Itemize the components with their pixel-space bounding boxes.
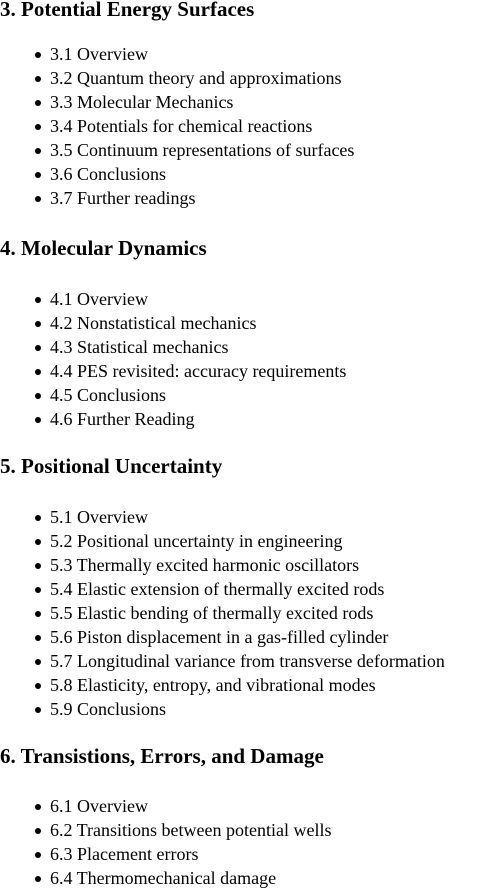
section-transitions-errors-damage [0,744,489,890]
toc-link[interactable]: 4.1 Overview [50,289,148,309]
bullet-icon [35,852,41,858]
toc-link[interactable]: 5.5 Elastic bending of thermally excited rods [50,603,374,623]
bullet-icon [35,321,41,327]
section-toc-list [0,794,489,890]
toc-item [0,359,489,383]
bullet-icon [35,683,41,689]
bullet-icon [35,635,41,641]
toc-link[interactable]: 5.2 Positional uncertainty in engineering [50,531,343,551]
toc-item [0,186,489,210]
section-heading: 6. Transistions, Errors, and Damage [0,744,324,768]
bullet-icon [35,172,41,178]
bullet-icon [35,707,41,713]
toc-item [0,335,489,359]
toc-link[interactable]: 4.4 PES revisited: accuracy requirements [50,361,347,381]
toc-item [0,42,489,66]
bullet-icon [35,369,41,375]
bullet-icon [35,563,41,569]
toc-item [0,601,489,625]
toc-link[interactable]: 4.5 Conclusions [50,385,167,405]
bullet-icon [35,417,41,423]
toc-link[interactable]: 6.2 Transitions between potential wells [50,820,332,840]
toc-link[interactable]: 4.6 Further Reading [50,409,195,429]
bullet-icon [35,124,41,130]
bullet-icon [35,611,41,617]
bullet-icon [35,393,41,399]
toc-link[interactable]: 3.5 Continuum representations of surfaces [50,140,355,160]
toc-item [0,649,489,673]
section-heading: 5. Positional Uncertainty [0,454,223,478]
toc-item [0,383,489,407]
toc-link[interactable]: 6.1 Overview [50,796,148,816]
toc-item [0,818,489,842]
section-heading: 4. Molecular Dynamics [0,236,207,260]
toc-link[interactable]: 3.7 Further readings [50,188,196,208]
section-molecular-dynamics [0,236,489,431]
bullet-icon [35,804,41,810]
toc-item [0,162,489,186]
toc-link[interactable]: 3.1 Overview [50,44,148,64]
toc-item [0,673,489,697]
toc-link[interactable]: 4.3 Statistical mechanics [50,337,229,357]
toc-item [0,529,489,553]
toc-link[interactable]: 5.8 Elasticity, entropy, and vibrational modes [50,675,376,695]
toc-link[interactable]: 5.1 Overview [50,507,148,527]
section-toc-list [0,505,489,721]
bullet-icon [35,148,41,154]
toc-item [0,794,489,818]
toc-item [0,287,489,311]
toc-link[interactable]: 5.6 Piston displacement in a gas-filled cylinder [50,627,389,647]
toc-item [0,866,489,890]
bullet-icon [35,100,41,106]
toc-link[interactable]: 3.4 Potentials for chemical reactions [50,116,313,136]
section-positional-uncertainty [0,454,489,721]
bullet-icon [35,587,41,593]
toc-link[interactable]: 5.7 Longitudinal variance from transverse deformation [50,651,445,671]
toc-link[interactable]: 6.4 Thermomechanical damage [50,868,277,888]
toc-link[interactable]: 3.6 Conclusions [50,164,167,184]
toc-link[interactable]: 5.4 Elastic extension of thermally excited rods [50,579,385,599]
bullet-icon [35,876,41,882]
toc-item [0,407,489,431]
toc-link[interactable]: 6.3 Placement errors [50,844,199,864]
toc-link[interactable]: 3.3 Molecular Mechanics [50,92,234,112]
toc-item [0,553,489,577]
section-potential-energy-surfaces [0,0,489,210]
toc-item [0,311,489,335]
section-toc-list [0,42,489,210]
toc-link[interactable]: 4.2 Nonstatistical mechanics [50,313,257,333]
toc-item [0,577,489,601]
section-heading: 3. Potential Energy Surfaces [0,0,255,21]
toc-item [0,505,489,529]
bullet-icon [35,76,41,82]
toc-item [0,114,489,138]
bullet-icon [35,297,41,303]
bullet-icon [35,539,41,545]
bullet-icon [35,828,41,834]
bullet-icon [35,196,41,202]
bullet-icon [35,345,41,351]
toc-item [0,90,489,114]
toc-item [0,625,489,649]
bullet-icon [35,515,41,521]
toc-link[interactable]: 5.3 Thermally excited harmonic oscillators [50,555,360,575]
toc-item [0,66,489,90]
section-toc-list [0,287,489,431]
toc-item [0,842,489,866]
bullet-icon [35,52,41,58]
toc-item [0,697,489,721]
toc-link[interactable]: 5.9 Conclusions [50,699,167,719]
toc-item [0,138,489,162]
bullet-icon [35,659,41,665]
toc-link[interactable]: 3.2 Quantum theory and approximations [50,68,342,88]
